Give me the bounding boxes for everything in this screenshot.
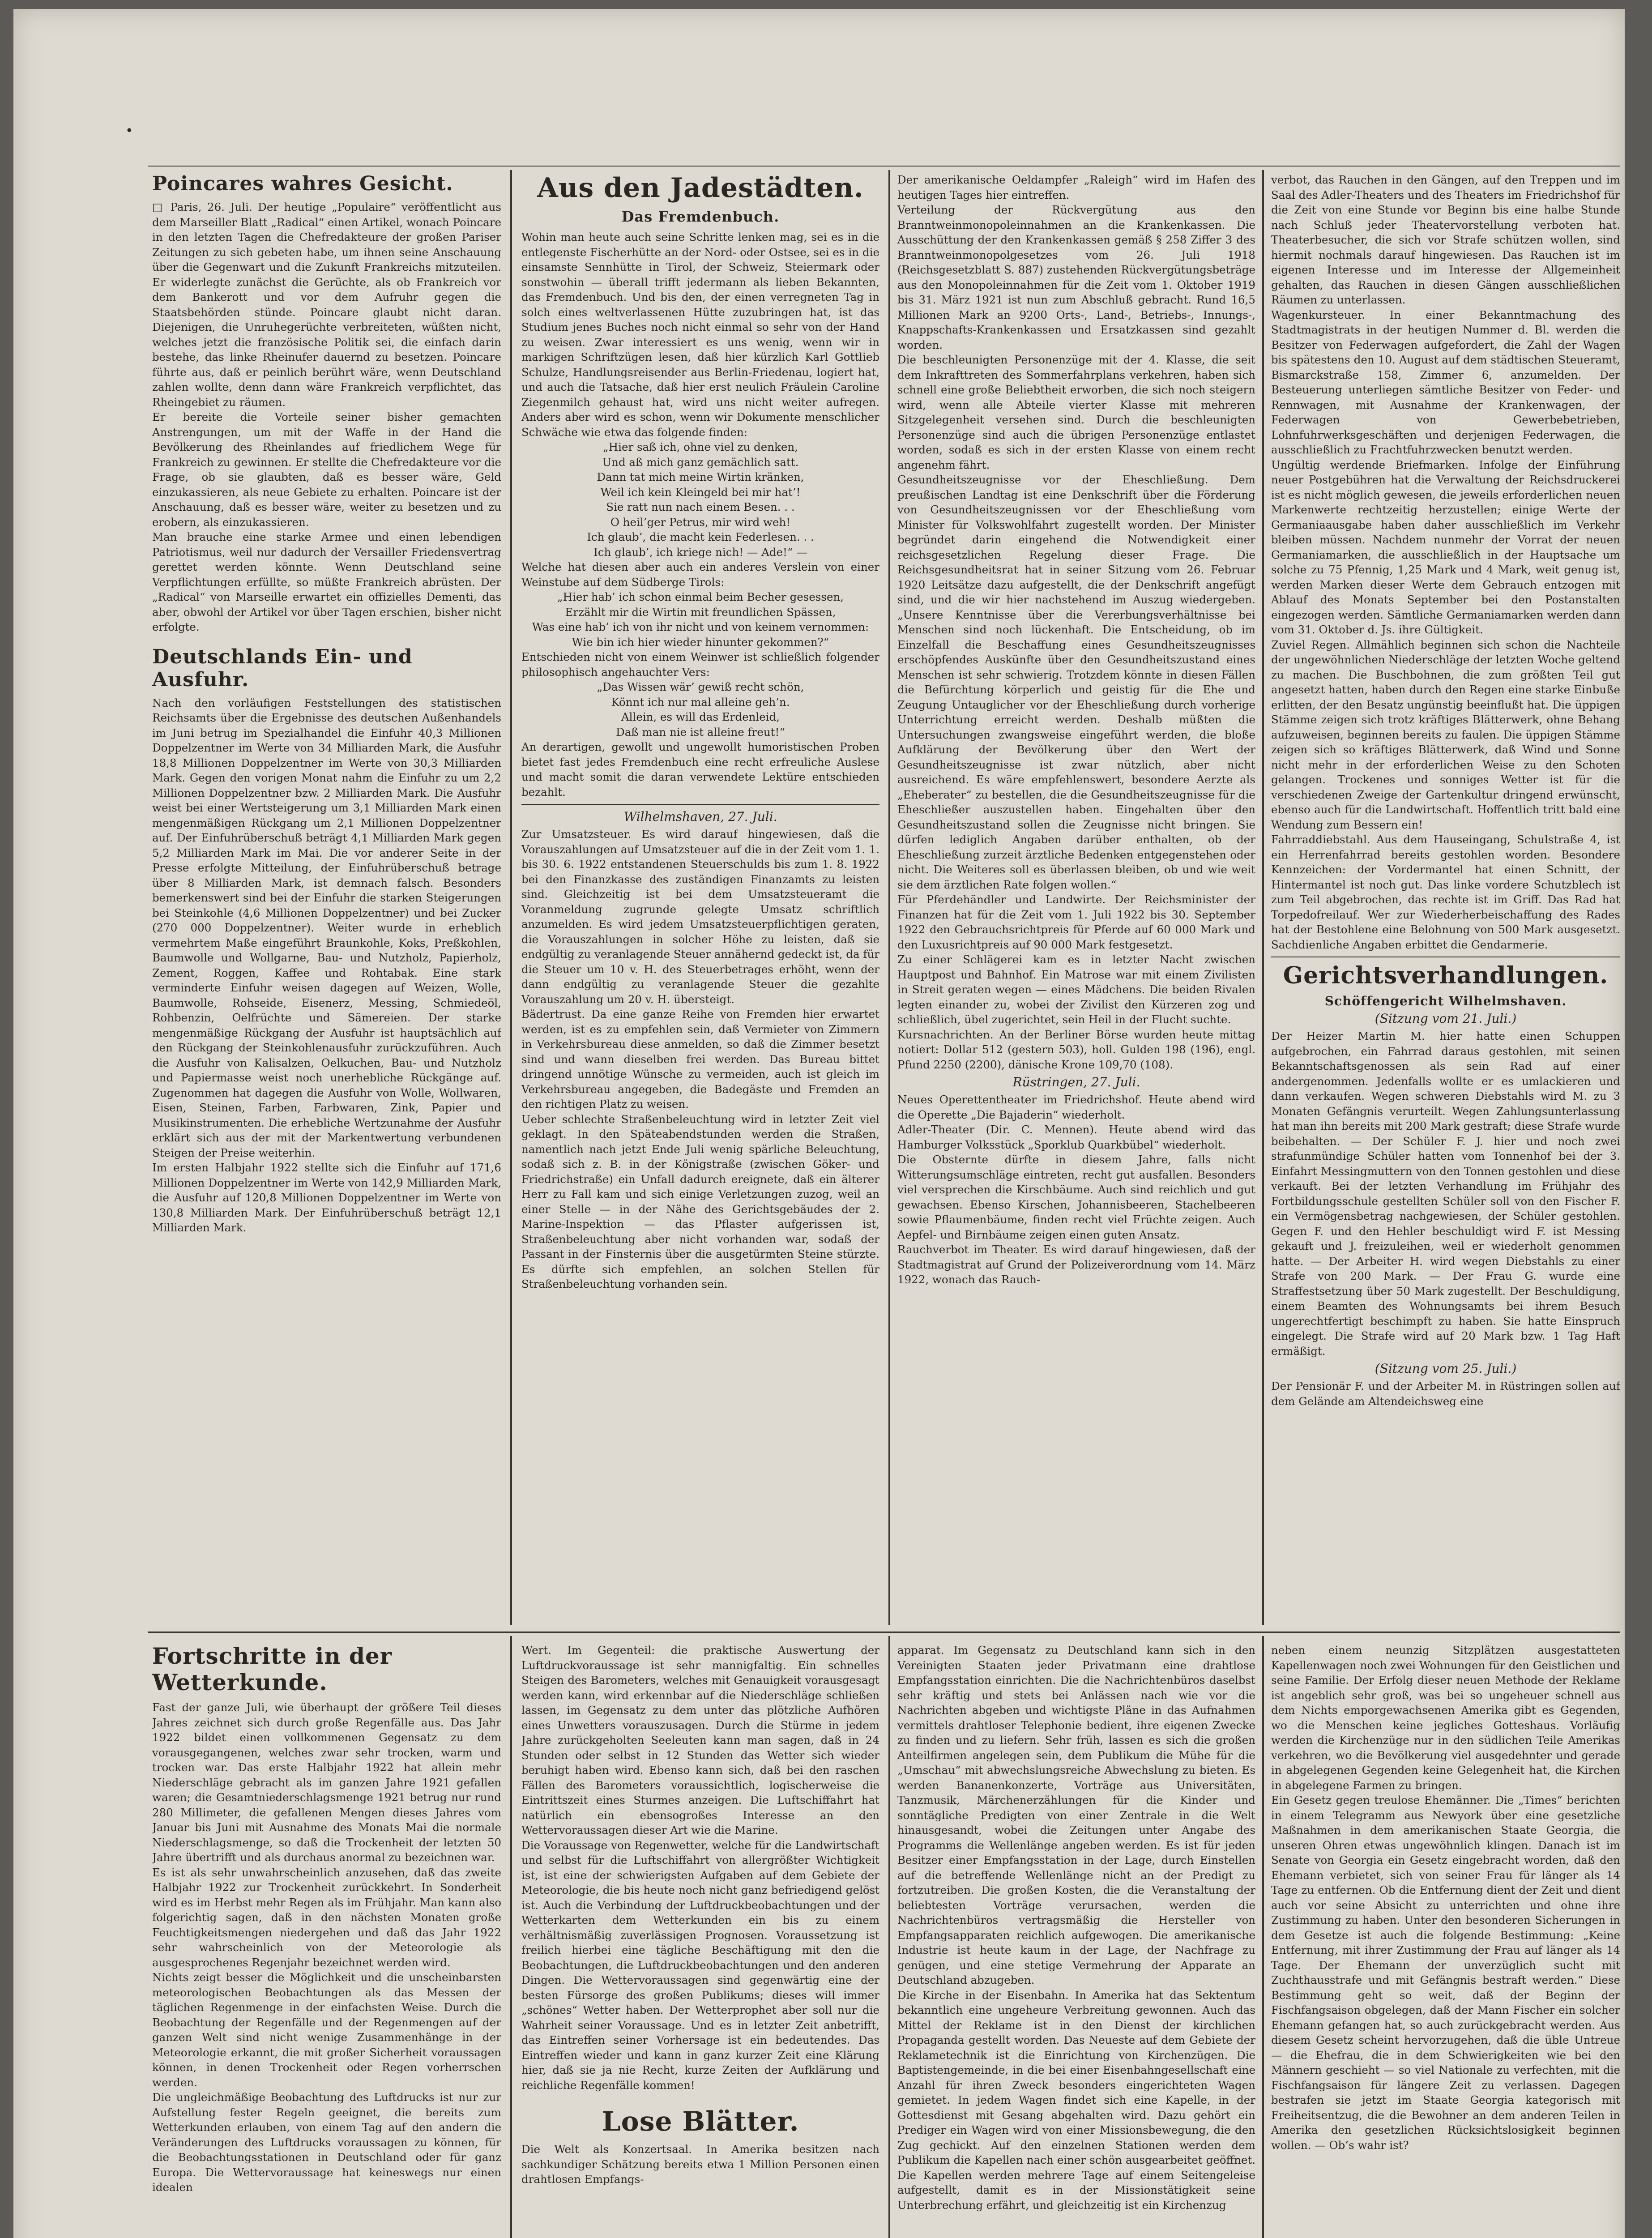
article-kirchenzug-cont: neben einem neunzig Sitzplätzen ausgestatteten Kapellenwagen noch zwei Wohnungen für den Geistlichen und seine Familie. Der Erfolg dieser neuen Methode der Reklame ist angeblich sehr groß, was bei so ungeheuer schnell aus dem Nichts emporgewachsenen Amerika gibt es Gegenden, wo die Menschen keine jegliches Gotteshaus. Vorläufig werden die Kirchenzüge nur in den südlichen Teile Amerikas verkehren, wo die Bevölkerung viel ausgedehnter und gerade in abgelegenen Gegenden keine Gelegenheit hat, die Kirchen in abgelegene Farmen zu bringen. (1271, 1644, 1620, 1792)
headline-jadestaedte: Aus den Jadestädten. (537, 172, 864, 204)
article-rauchverbot-cont: verbot, das Rauchen in den Gängen, auf den Treppen und im Saal des Adler-Theaters und des Theaters im Friedrichshof für die Zeit von eine Stunde vor Beginn bis eine halbe Stunde nach Schluß jeder Theatervorstellung verboten hat. Theaterbesucher, die sich vor Strafe schützen wollen, sind hiermit nochmals darauf hingewiesen. Das Rauchen ist im eigenen Interesse und im Interesse der Allgemeinheit gehalten, das Rauchen in diesen Gängen ausschließlichen Räumen zu unterlassen. (1271, 173, 1620, 306)
article-poincare-p1: □ Paris, 26. Juli. Der heutige „Populaire“ veröffentlicht aus dem Marseiller Blatt „Radical“ einen Artikel, wonach Poincare in den letzten Tagen die Chefredakteure der großen Pariser Zeitungen zu sich gebeten habe, um ihnen seine Anschauung über die Gegenwart und die Zukunft Frankreichs mitzuteilen. Er widerlegte zunächst die Gerüchte, als ob Frankreich vor dem Bankerott und vor dem Aufruhr gegen die Staatsbehörden stünde. Poincare glaubt nicht daran. Diejenigen, die Unruhegerüchte verbreiteten, wüßten nicht, welches jetzt die französische Politik sei, die einfach darin bestehe, das linke Rheinufer dauernd zu besetzen. Poincare führte aus, daß er peinlich berührt wäre, wenn Deutschland zahlen wollte, denn dann wäre Frankreich verpflichtet, das Rheingebiet zu räumen. (152, 201, 501, 409)
article-rauchverbot: Rauchverbot im Theater. Es wird darauf hingewiesen, daß der Stadtmagistrat auf Grund der Polizeiverordnung vom 14. März 1922, wonach das Rauch- (897, 1243, 1255, 1286)
session-date-2: (Sitzung vom 25. Juli.) (1375, 1361, 1517, 1376)
session-date-1: (Sitzung vom 21. Juli.) (1375, 1011, 1517, 1026)
bottom-column-rule-2 (888, 1636, 890, 2238)
article-kirchenzug: Die Kirche in der Eisenbahn. In Amerika hat das Sektentum bekanntlich eine ungeheure Verbreitung gewonnen. Auch das Mittel der Reklame ist in den Dienst der kirchlichen Propaganda gestellt worden. Das Neueste auf dem Gebiete der Reklametechnik ist die Einrichtung von Kirchenzügen. Die Baptistengemeinde, in die bei einer Eisenbahngesellschaft eine Anzahl für ihren Zweck besonders eingerichteten Wagen gemietet. In jedem Wagen findet sich eine Kapelle, in der Gottesdienst mit Gesang abgehalten wird. Dazu gehört ein Prediger ein Wagen wird von einer Missionsbewegung, die den Zug gechickt. Auf den einzelnen Stationen werden dem Publikum die Kapellen nach einer schön ausgearbeitet geöffnet. Die Kapellen werden mehrere Tage auf einem Seitengeleise aufgestellt, damit es in der Missionstätigkeit seine Unterbrechung erfährt, und gleichzeitig ist ein Kirchenzug (897, 1988, 1255, 2212)
headline-gerichtsverhandlungen: Gerichtsverhandlungen. (1283, 962, 1609, 989)
headline-lose-blaetter: Lose Blätter. (602, 2106, 799, 2137)
article-kursnachrichten: Kursnachrichten. An der Berliner Börse wurden heute mittag notiert: Dollar 512 (gestern 503), holl. Gulden 198 (196), engl. Pfund 2250 (2200), dänische Krone 109,70 (108). (897, 1028, 1255, 1071)
article-fremdenbuch-p3: Entschieden nicht von einem Weinwer ist schließlich folgender philosophisch angehauchter Vers: (521, 650, 879, 679)
article-schlaegerei: Zu einer Schlägerei kam es in letzter Nacht zwischen Hauptpost und Bahnhof. Ein Matrose war mit einem Zivilisten in Streit geraten wegen — eines Mädchens. Die beiden Rivalen legten einander zu, wobei der Zivilist den Kürzeren zog und schließlich, übel zugerichtet, sein Heil in der Flucht suchte. (897, 953, 1255, 1026)
column-4 (1271, 172, 1620, 1627)
headline-trade: Deutschlands Ein- und Ausfuhr. (152, 645, 413, 691)
article-wetter-p2: Es ist als sehr unwahrscheinlich anzusehen, daß das zweite Halbjahr 1922 zur Trockenheit zurückkehrt. In Sonderheit wird es im Herbst mehr Regen als im Frühjahr. Man kann also folgerichtig sagen, daß in den nächsten Monaten große Feuchtigkeitsmengen niedergehen und daß das Jahr 1922 sehr wahrscheinlich von der Meteorologie als ausgesprochenes Regenjahr bezeichnet werden wird. (152, 1866, 501, 1969)
article-poincare-p2: Er bereite die Vorteile seiner bisher gemachten Anstrengungen, um mit der Waffe in der Hand die Bevölkerung des Rheinlandes auf friedlichem Wege für Frankreich zu gewinnen. Er stellte die Chefredakteure vor die Frage, ob sie glaubten, daß es besser wäre, Geld einzukassieren, als neue Gebiete zu erhalten. Poincare ist der Anschauung, daß es besser wäre, weiter zu besetzen und zu erobern, als einzukassieren. (152, 410, 501, 529)
article-obsternte: Die Obsternte dürfte in diesem Jahre, falls nicht Witterungsumschläge eintreten, recht gut ausfallen. Besonders viel versprechen die Kirschbäume. Auch sind reichlich und gut gewachsen. Ebenso Kirschen, Johannisbeeren, Stachelbeeren sowie Pflaumenbäume, finden recht viel Früchte zeigen. Auch Aepfel- und Birnbäume zeigen einen guten Ansatz. (897, 1153, 1255, 1241)
bottom-column-3 (897, 1643, 1255, 2238)
article-gericht-p2: Der Pensionär F. und der Arbeiter M. in Rüstringen sollen auf dem Gelände am Altendeichsweg eine (1271, 1380, 1620, 1408)
feuilleton-rule (148, 1632, 1620, 1633)
article-fremdenbuch-p2: Welche hat diesen aber auch ein anderes Verslein von einer Weinstube auf dem Südberge Tirols: (521, 560, 879, 589)
column-3 (897, 172, 1255, 1627)
article-gesundheitszeugnisse: Gesundheitszeugnisse vor der Eheschließung. Dem preußischen Landtag ist eine Denkschrift über die Förderung von Gesundheitszeugnissen vor der Eheschließung vom Minister für Volkswohlfahrt zugestellt worden. Der Minister begründet darin eingehend die Notwendigkeit einer reichsgesetzlichen Regelung dieser Frage. Die Reichsgesundheitsrat hat in seiner Sitzung vom 26. Februar 1920 Leitsätze dazu aufgestellt, die der Denkschrift angefügt sind, und die wir hier nachstehend im Auszug wiedergeben. „Unsere Kenntnisse über die Vererbungsverhältnisse bei Menschen sind noch lückenhaft. Die Entscheidung, ob im Einzelfall die Beschaffung eines Gesundheitszeugnisses erschöpfendes Auskünfte über den Gesundheitszustand eines Menschen ist sehr schwierig. Trotzdem könnte in diesen Fällen die Befürchtung körperlich und geistig für die Ehe und Zeugung Untauglicher vor der Eheschließung durch vorherige Unterrichtung erreicht werden. Deshalb müßten die Untersuchungen zwangsweise eingeführt werden, die bloße Aufklärung der Bevölkerung über den Wert der Gesundheitszeugnisse ist zwar nützlich, aber nicht ausreichend. Es wäre empfehlenswert, besondere Aerzte als „Eheberater“ zu bestellen, die die Gesundheitszeugnisse für die Eheschließer auszustellen haben. Eingehalten über den Gesundheitszustand sollen die Zeugnisse nicht bringen. Sie dürfen lediglich Angaben darüber enthalten, ob der Eheschließung zurzeit ärztliche Bedenken entgegenstehen oder nicht. Die Weiteres soll es überlassen bleiben, ob und wie weit sie dem ärztlichen Rate folgen wollen.“ (897, 473, 1255, 891)
article-wetter-p1: Fast der ganze Juli, wie überhaupt der größere Teil dieses Jahres zeichnet sich durch große Regenfälle aus. Das Jahr 1922 bildet einen vollkommenen Gegensatz zu dem vorausgegangenen, welches zwar sehr trocken, warm und trocken war. Das erste Halbjahr 1922 hat allein mehr Niederschläge gebracht als im ganzen Jahre 1921 gefallen waren; die Gesamtniederschlagsmenge 1921 betrug nur rund 280 Millimeter, die gefallenen Mengen dieses Jahres vom Januar bis Juni mit Ausnahme des Monats Mai die normale Niederschlagsmenge, so daß die Trockenheit der letzten 50 Jahre übertrifft und als durchaus anormal zu bezeichnen war. (152, 1701, 501, 1864)
article-adler-theater: Adler-Theater (Dir. C. Mennen). Heute abend wird das Hamburger Volksstück „Sporklub Quarkbübel“ wiederholt. (897, 1123, 1255, 1151)
poem-3: „Das Wissen wär’ gewiß recht schön, Könnt ich nur mal alleine geh’n. Allein, es will das Erdenleid, Daß man nie ist alleine freut!“ (597, 680, 804, 739)
article-fremdenbuch-p1: Wohin man heute auch seine Schritte lenken mag, sei es in die entlegenste Fischerhütte an der Nord- oder Ostsee, sei es in die einsamste Sennhütte in Tirol, der Schweiz, Steiermark oder sonstwohin — überall trifft jedermann als lieben Bekannten, das Fremdenbuch. Und bis den, der einen verregneten Tag in solch eines weltverlassenen Hütte zuzubringen hat, ist das Studium jenes Buches noch nicht einmal so sehr von der Hand zu weisen. Zwar interessiert es uns wenig, wenn wir in markigen Schriftzügen lesen, daß hier kürzlich Karl Gottlieb Schulze, Handlungsreisender aus Berlin-Friedenau, logiert hat, und auch die Tatsache, daß hier erst neulich Fräulein Caroline Ziegenmilch gehaust hat, wird uns nicht weiter aufregen. Anders aber wird es schon, wenn wir Dokumente menschlicher Schwäche wie etwa das folgende finden: (521, 231, 879, 439)
article-konzertsaal-cont: apparat. Im Gegensatz zu Deutschland kann sich in den Vereinigten Staaten jeder Privatmann eine drahtlose Empfangsstation einrichten. Die die Nachrichtenbüros daselbst sehr kräftig und stets bei Anlässen nach wie vor die Nachrichten abgeben und wichtigste Pläne in das Aufnahmen vermittels drahtloser Telephonie bedient, ihre eigenen Zwecke zu finden und zu liefern. Sehr früh, lassen es sich die großen Anteilfirmen angelegen sein, dem Publikum die Mühe für die „Umschau“ mit abwechslungsreiche Abwechslung zu bieten. Es werden Bananenkonzerte, Vorträge aus Universitäten, Tanzmusik, Märchenerzählungen für die Kinder und sonntägliche Predigten von einer Zentrale in die Welt hinausgesandt, wobei die Zeitungen unter Angabe des Programms die Wellenlänge angeben werden. Es ist für jeden Besitzer einer Empfangsstation in der Lage, durch Einstellen auf die betreffende Wellenlänge nicht an der Predigt zu fortzutreiben. Die großen Kosten, die die Veranstaltung der beliebtesten Vorträge verursachen, werden die Nachrichtenbüros vertragsmäßig die Hersteller von Empfangsapparaten reichlich aufgewogen. Die amerikanische Industrie ist heute kaum in der Lage, der Nachfrage zu genügen, und eine stetige Vermehrung der Apparate an Deutschland abzugeben. (897, 1644, 1255, 1986)
column-2 (521, 172, 879, 1627)
dateline-ruestringen: Rüstringen, 27. Juli. (1012, 1075, 1140, 1089)
article-wetter-p3: Nichts zeigt besser die Möglichkeit und die unscheinbarsten meteorologischen Beobachtungen als das Messen der täglichen Regenmenge in der einfachsten Weise. Durch die Beobachtung der Regenfälle und der Regenmengen auf der ganzen Welt sind nicht wenige Zusammenhänge in der Meteorologie erkannt, die mit großer Sicherheit voraussagen können, in denen Trockenheit oder Regen vorherrschen werden. (152, 1971, 501, 2089)
bottom-column-1 (152, 1643, 501, 2238)
article-wetter-p5: Wert. Im Gegenteil: die praktische Auswertung der Luftdruckvoraussage ist sehr mannigfaltig. Ein schnelles Steigen des Barometers, welches mit Genauigkeit vorausgesagt werden kann, wird erkennbar auf die Niederschläge schließen lassen, im Gegensatz zu dem unter das plötzliche Aufhören eines Unwetters vorauszusagen. Durch die Stürme in jedem Jahre zurückgeholten Seeleuten kann man sagen, daß in 24 Stunden oder selbst in 12 Stunden das Wetter sich wieder beruhigt haben wird. Ebenso kann sich, daß bei den raschen Fällen des Barometers voraussichtlich, logischerweise die Eintrittszeit eines Sturmes anzeigen. Die Luftschiffahrt hat natürlich ein ebensogroßes Interesse an den Wettervoraussagen dieser Art wie die Marine. (521, 1644, 879, 1837)
poem-2: „Hier hab’ ich schon einmal beim Becher gesessen, Erzählt mir die Wirtin mit freundlichen Spässen, Was eine hab’ ich von ihr nicht und von keinem vernommen: Wie bin ich hier wieder hinunter gekommen?“ (532, 590, 869, 649)
article-konzertsaal: Die Welt als Konzertsaal. In Amerika besitzen nach sachkundiger Schätzung bereits etwa 1 Million Personen einen drahtlosen Empfangs- (521, 2143, 879, 2186)
separator (521, 804, 879, 805)
article-branntwein: Verteilung der Rückvergütung aus den Branntweinmonopoleinnahmen an die Krankenkassen. Die Ausschüttung der den Krankenkassen gemäß § 258 Ziffer 3 des Branntweinmonopolgesetzes vom 26. Juli 1918 (Reichsgesetzblatt S. 887) zustehenden Rückvergütungsbeträge aus den Monopoleinnahmen für die Zeit vom 1. Oktober 1919 bis 31. März 1921 ist nun zum Abschluß gebracht. Rund 16,5 Millionen Mark an 9200 Orts-, Land-, Betriebs-, Innungs-, Knappschafts-Krankenkassen und Ersatzkassen sind gezahlt worden. (897, 203, 1255, 351)
article-pferdehaendler: Für Pferdehändler und Landwirte. Der Reichsminister der Finanzen hat für die Zeit vom 1. Juli 1922 bis 30. September 1922 den Gebrauchsrichtpreis für Pferde auf 60 000 Mark und den Luxusrichtpreis auf 90 000 Mark festgesetzt. (897, 893, 1255, 951)
dateline-wilhelmshaven: Wilhelmshaven, 27. Juli. (623, 809, 777, 824)
subhead-fremdenbuch: Das Fremdenbuch. (621, 208, 780, 225)
bottom-column-rule-1 (510, 1636, 512, 2238)
bottom-column-rule-3 (1262, 1636, 1264, 2238)
headline-wetterkunde: Fortschritte in der Wetterkunde. (152, 1643, 393, 1696)
article-wetter-p6: Die Voraussage von Regenwetter, welche für die Landwirtschaft und selbst für die Luftschiffahrt von allergrößter Wichtigkeit ist, ist eine der schwierigsten Aufgaben auf dem Gebiete der Meteorologie, die bis heute noch nicht ganz befriedigend gelöst ist. Auch die Verbindung der Luftdruckbeobachtungen und der Wetterkarten dem Wetterkunden ein bis zu einem verhältnismäßig zuverlässigen Prognosen. Voraussetzung ist freilich hierbei eine tägliche Beschäftigung mit den die Beobachtungen, die Luftdruckbeobachtungen und den anderen Dingen. Die Wettervoraussagen sind gegenwärtig eine der besten Fürsorge des großen Publikums; dieses will immer „schönes“ Wetter haben. Der Wetterprophet aber soll nur die Wahrheit seiner Voraussage. Und es in letzter Zeit anbetrifft, das Eintreffen seiner Vorhersage ist ein bedeutendes. Das Eintreffen wieder und kann in ganz kurzer Zeit eine Klärung hier, daß sie ja nie Recht, kurze Zeiten der Aufklärung und reichliche Regenfälle kommen! (521, 1838, 879, 2092)
column-1 (152, 172, 501, 1627)
article-trade-p1: Nach den vorläufigen Feststellungen des statistischen Reichsamts über die Ergebnisse des deutschen Außenhandels im Juni betrug im Spezialhandel die Einfuhr 40,3 Millionen Doppelzentner im Werte von 34 Milliarden Mark, die Ausfuhr 18,8 Millionen Doppelzentner im Werte von 30,3 Milliarden Mark. Gegen den vorigen Monat nahm die Einfuhr zu um 2,2 Millionen Doppelzentner bzw. 2 Milliarden Mark. Die Ausfuhr weist bei einer Wertsteigerung um 3,1 Milliarden Mark einen mengenmäßigen Rückgang um 2,1 Millionen Doppelzentner auf. Der Einfuhrüberschuß beträgt 4,1 Milliarden Mark gegen 5,2 Milliarden Mark im Mai. Die vor anderer Seite in der Presse erfolgte Mitteilung, der Einfuhrüberschuß betrage über 8 Milliarden Mark, ist demnach falsch. Besonders bemerkenswert sind bei der Einfuhr die starken Steigerungen bei Steinkohle (4,6 Millionen Doppelzentner) und bei Zucker (270 000 Doppelzentner). Weiter wurde in erheblich vermehrtem Maße eingeführt Braunkohle, Koks, Preßkohlen, Baumwolle und Wollgarne, Bau- und Nutzholz, Papierholz, Zement, Roggen, Kaffee und Rohtabak. Eine stark verminderte Einfuhr weisen dagegen auf Weizen, Wolle, Baumwolle, Rohseide, Eisenerz, Messing, Schmiedeöl, Rohbenzin, Oelfrüchte und Sämereien. Der starke mengenmäßige Rückgang der Ausfuhr ist hauptsächlich auf den Rückgang der Steinkohlenausfuhr zurückzuführen. Auch die Ausfuhr von Kalisalzen, Oelkuchen, Bau- und Nutzholz und Papiermasse weist noch unerhebliche Rückgänge auf. Zugenommen hat dagegen die Ausfuhr von Wolle, Wollwaren, Eisen, Steinen, Farben, Farbwaren, Zink, Papier und Musikinstrumenten. Die erhebliche Wertzunahme der Ausfuhr erklärt sich aus der mit der Markentwertung verbundenen Steigen der Preise weiterhin. (152, 696, 501, 1159)
poem-1: „Hier saß ich, ohne viel zu denken, Und aß mich ganz gemächlich satt. Dann tat mich meine Wirtin kränken, Weil ich kein Kleingeld bei mir hat’! Sie ratt nun nach einem Besen. . . O heil’ger Petrus, mir wird weh! Ich glaub’, die macht kein Federlesen. . . Ich glaub’, ich kriege nich! — Ade!“ — (587, 440, 814, 559)
column-rule-2 (888, 170, 890, 1625)
article-strassenbeleuchtung: Ueber schlechte Straßenbeleuchtung wird in letzter Zeit viel geklagt. In den Späteabendstunden werden die Straßen, namentlich nach jetzt Ende Juli wenig spärliche Beleuchtung, sodaß sich z. B. in der Königstraße (zwischen Göker- und Friedrichstraße) ein Unfall dadurch ereignete, daß ein älterer Herr zu Fall kam und sich einige Verletzungen zuzog, weil an einer Stelle — in der Nähe des Gerichtsgebäudes der 2. Marine-Inspektion — das Pflaster aufgerissen ist, Straßenbeleuchtung aber nicht vorhanden war, sodaß der Passant in der Finsternis über die ausgetürmten Steine stürzte. Es dürfte sich empfehlen, an solchen Stellen für Straßenbeleuchtung vorhanden sein. (521, 1112, 879, 1290)
article-zuviel-regen: Zuviel Regen. Allmählich beginnen sich schon die Nachteile der ungewöhnlichen Niederschläge der letzten Woche geltend zu machen. Die Buschbohnen, die zum größten Teil gut angesetzt hatten, haben durch den Regen eine starke Einbuße erlitten, der den Besatz ungünstig beeinflußt hat. Die üppigen Stämme zeigen sich trotz kräftiges Blätterwerk, ohne Behang aufzuweisen, beginnen bereits zu faulen. Die üppigen Stämme zeigen sich so kräftiges Blätterwerk, daß Wind und Sonne nicht mehr in der erforderlichen Weise zu den Schoten gelangen. Trockenes und sonniges Wetter ist für die verschiedenen Zweige der Gartenkultur dringend erwünscht, ebenso auch für die Landwirtschaft. Hoffentlich tritt bald eine Wendung zum Bessern ein! (1271, 638, 1620, 831)
article-wagensteuer: Wagenkursteuer. In einer Bekanntmachung des Stadtmagistrats in der heutigen Nummer d. Bl. werden die Besitzer von Federwagen aufgefordert, die Zahl der Wagen bis spätestens den 10. August auf dem städtischen Steueramt, Bismarckstraße 158, Zimmer 6, anzumelden. Der Besteuerung unterliegen sämtliche Besitzer von Feder- und Rennwagen, mit Ausnahme der Krankenwagen, der Federwagen von Gewerbebetrieben, Lohnfuhrwerksgeschäften und derjenigen Federwagen, die ausschließlich zu Frachtfuhrzwecken benutzt werden. (1271, 308, 1620, 456)
article-baedertrust: Bädertrust. Da eine ganze Reihe von Fremden hier erwartet werden, ist es zu empfehlen sein, daß Vermieter von Zimmern in Verkehrsbureau diese anmelden, so daß die Zimmer besetzt sind und wann dieselben frei werden. Das Bureau bittet dringend unnötige Wünsche zu vermeiden, auch ist gleich im Verkehrsbureau angegeben, die Badegäste und Fremden an den richtigen Platz zu weisen. (521, 1008, 879, 1110)
subhead-schoeffengericht: Schöffengericht Wilhelmshaven. (1324, 994, 1567, 1008)
headline-poincare: Poincares wahres Gesicht. (152, 172, 453, 195)
article-gericht-p1: Der Heizer Martin M. hier hatte einen Schuppen aufgebrochen, ein Fahrrad daraus gestohlen, mit seinen Bekanntschaftsgenossen als sein Rad auf einer andergenommen. Jedenfalls wollte er es umlackieren und dann verkaufen. Wegen schweren Diebstahls wird M. zu 3 Monaten Gefängnis verurteilt. Wegen Zahlungsunterlassung hat man ihn bereits mit 200 Mark gestraft; diese Strafe wurde beibehalten. — Der Schüler F. J. hier und noch zwei strafunmündige Schüler hatten vom Tonnenhof bei der 3. Einfahrt Messingmuttern von den Tonnen gestohlen und diese verkauft. Bei der letzten Verhandlung im Frühjahr des Fortbildungsschule gestellten Schüler soll von den Fischer F. ein Vermögensbetrag nachgewiesen, der Schüler gestohlen. Gegen F. und den Hehler beschuldigt wird F. ist Messing gekauft und J. freizuleihen, weil er wiederholt genommen hatte. — Der Arbeiter H. wird wegen Diebstahls zu einer Strafe von 200 Mark. — Der Frau G. wurde eine Straffestsetzung über 50 Mark zugestellt. Der Beschuldigung, einem Beamten des Wohnungsamts bei ihrem Besuch ungerechtfertigt beschimpft zu haben. Sie hatte Einspruch eingelegt. Die Strafe wird auf 20 Mark bzw. 1 Tag Haft ermäßigt. (1271, 1029, 1620, 1358)
bottom-column-2 (521, 1643, 879, 2238)
newspaper-page (13, 9, 1625, 2238)
bottom-column-4 (1271, 1643, 1620, 2238)
page-mark: • (125, 123, 133, 139)
article-fahrraddiebstahl: Fahrraddiebstahl. Aus dem Hauseingang, Schulstraße 4, ist ein Herrenfahrrad bereits gestohlen worden. Besondere Kennzeichen: der Vordermantel hat einen Schnitt, der Hintermantel ist noch gut. Das linke vordere Schutzblech ist zum Teil abgebrochen, das rechte ist im Griff. Das Rad hat Torpedofreilauf. Wer zur Wiederherbeischaffung des Rades hat der Bestohlene eine Belohnung von 500 Mark ausgesetzt. Sachdienliche Angaben erbittet die Gendarmerie. (1271, 833, 1620, 951)
article-poincare-p3: Man brauche eine starke Armee und einen lebendigen Patriotismus, weil nur dadurch der Versailler Friedensvertrag gerettet werden könnte. Wenn Deutschland seine Verpflichtungen erfüllte, so müßte Frankreich abrüsten. Der „Radical“ von Marseille erwartet ein offizielles Dementi, das aber, obwohl der Artikel vor über Tagen erschien, bisher nicht erfolgte. (152, 530, 501, 633)
column-rule-3 (1262, 170, 1264, 1625)
article-operettentheater: Neues Operettentheater im Friedrichshof. Heute abend wird die Operette „Die Bajaderin“ wiederholt. (897, 1093, 1255, 1121)
top-rule (148, 166, 1620, 167)
article-umsatzsteuer: Zur Umsatzsteuer. Es wird darauf hingewiesen, daß die Vorauszahlungen auf Umsatzsteuer auf die in der Zeit vom 1. 1. bis 30. 6. 1922 entstandenen Steuerschulds bis zum 1. 8. 1922 bei den Finanzkasse des zuständigen Finanzamts zu leisten sind. Gleichzeitig ist bei dem Umsatzsteueramt die Voranmeldung zugrunde gelegte Umsatz schriftlich anzumelden. Es wird jedem Umsatzsteuerpflichtigen geraten, die Vorauszahlungen in solcher Höhe zu leisten, daß sie endgültig zu veranlagende Steuer annähernd gedeckt ist, da für die Steuer um 10 v. H. des Steuerbetrages erhöht, wenn der dann endgültig zu veranlagende Steuer die gezahlte Vorauszahlung um 20 v. H. übersteigt. (521, 828, 879, 1006)
article-oeldampfer: Der amerikanische Oeldampfer „Raleigh“ wird im Hafen des heutigen Tages hier eintreffen. (897, 173, 1255, 201)
article-fremdenbuch-p4: An derartigen, gewollt und ungewollt humoristischen Proben bietet fast jedes Fremdenbuch eine recht erfreuliche Auslese und macht somit die daran verwendete Lektüre entschieden bezahlt. (521, 740, 879, 799)
article-briefmarken: Ungültig werdende Briefmarken. Infolge der Einführung neuer Postgebühren hat die Verwaltung der Reichsdruckerei ist es nicht möglich gewesen, die jeweils erforderlichen neuen Markenwerte rechtzeitig herzustellen; einige Werte der Germaniaausgabe haben daher ausschließlich im Verkehr bleiben müssen. Nachdem nunmehr der Vorrat der neuen Germaniamarken, die ausschließlich in der Hauptsache um solche zu 75 Pfennig, 1,25 Mark und 4 Mark, weit genug ist, werden Marken dieser Werte dem Gebrauch entzogen mit Ablauf des Monats September bei den Postanstalten eingezogen werden. Sämtliche Germaniamarken werden dann vom 31. Oktober d. Js. ihre Gültigkeit. (1271, 458, 1620, 636)
column-rule-1 (510, 170, 512, 1625)
article-wetter-p4: Die ungleichmäßige Beobachtung des Luftdrucks ist nur zur Aufstellung fester Regeln geeignet, die bereits zum Wetterkunden erlauben, von einem Tag auf den andern die Veränderungen des Luftdrucks voraussagen zu können, für die Beobachtungsstationen in Deutschland oder für ganz Europa. Die Wettervoraussage hat keineswegs nur einen idealen (152, 2091, 501, 2194)
article-trade-p2: Im ersten Halbjahr 1922 stellte sich die Einfuhr auf 171,6 Millionen Doppelzentner im Werte von 142,9 Milliarden Mark, die Ausfuhr auf 120,8 Millionen Doppelzentner im Werte von 130,8 Milliarden Mark. Der Einfuhrüberschuß beträgt 12,1 Milliarden Mark. (152, 1161, 501, 1234)
article-treulose-ehemaenner: Ein Gesetz gegen treulose Ehemänner. Die „Times“ berichten in einem Telegramm aus Newyork über eine gesetzliche Maßnahmen in dem amerikanischen Staate Georgia, die unseren Ohren etwas ungewöhnlich klingen. Danach ist im Senate von Georgia ein Gesetz eingebracht worden, daß den Ehemann verbietet, sich von seiner Frau für länger als 14 Tage zu entfernen. Ob die Entfernung dient der Zeit und dient auch vor seine Absicht zu unterrichten und ohne ihre Zustimmung zu haben. Unter den besonderen Sicherungen in dem Gesetze ist auch die folgende Bestimmung: „Keine Entfernung, mit ihrer Zustimmung der Frau auf länger als 14 Tage. Der Ehemann der unverzüglich sucht mit Zuchthausstrafe und mit Gefängnis bestraft werden.“ Diese Bestimmung geht so weit, daß der Beginn der Fischfangsaison obgelegen, daß der Mann Fischer ein solcher Ehemann gefangen hat, so auch zurückgebracht werden. Aus diesem Gesetz scheint hervorzugehen, daß die üble Untreue — die Ehefrau, die in dem Schwierigkeiten wie bei den Männern geschieht — so viel Nationale zu verfechten, mit die Fischfangsaison für längere Zeit zu verlassen. Dagegen bestrafen sie jetzt im Staate Georgia kategorisch mit Freiheitsentzug, die die Bewohner an dem anderen Teilen in Amerika den gesetzlichen Rücksichtslosigkeit beginnen wollen. — Ob’s wahr ist? (1271, 1794, 1620, 2152)
article-personenzuege: Die beschleunigten Personenzüge mit der 4. Klasse, die seit dem Inkrafttreten des Sommerfahrplans verkehren, haben sich schnell eine große Beliebtheit erworben, die sich noch steigern wird, wenn alle Abteile vierter Klasse mit mehreren Sitzgelegenheit versehen sind. Durch die beschleunigten Personenzüge sind auch die übrigen Personenzüge entlastet worden, sodaß es sich in der ersten Klasse von einem recht angenehm fährt. (897, 353, 1255, 471)
